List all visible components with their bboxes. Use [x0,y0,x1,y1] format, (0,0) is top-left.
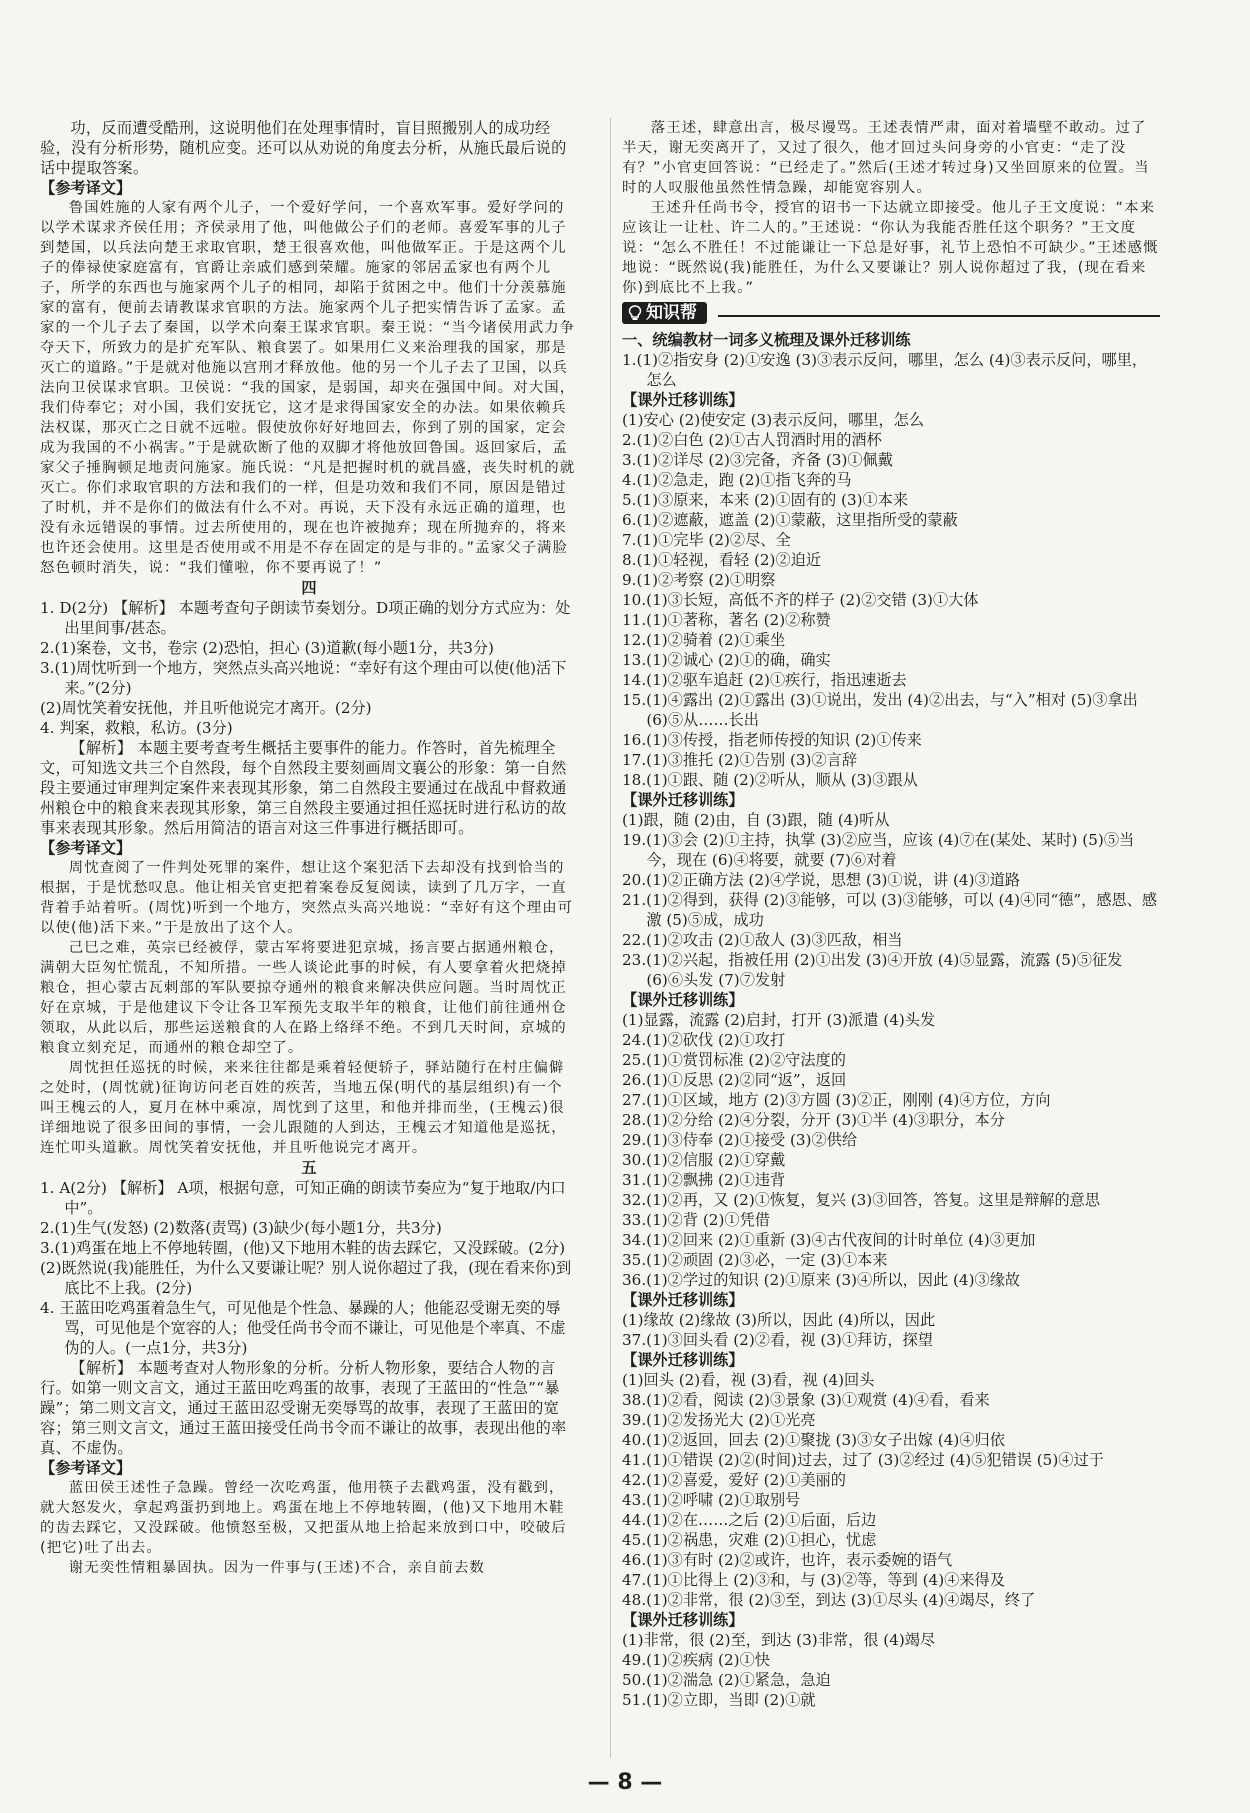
vocab-answer-item: 30.(1)②信服 (2)①穿戴 [622,1151,786,1169]
analysis-paragraph: 【解析】 本题主要考查考生概括主要事件的能力。作答时，首先梳理全文，可知选文共三个自然段，每个自然段主要刻画周文襄公的形象：第一自然段主要通过审理判定案件来表现其形象，第二自然段主要通过在战乱中督救通州粮仓中的粮食来表现其形象，第三自然段主要通过担任巡抚时进行私访的故事来表现其形象。然后用简洁的语言对这三件事进行概括即可。 [40,739,567,837]
knowledge-badge [622,302,707,324]
training-heading: 【课外迁移训练】 [622,1351,744,1369]
vocab-answer-item: 32.(1)②再，又 (2)①恢复，复兴 (3)③回答，答复。这里是辩解的意思 [622,1191,1101,1209]
answer-item: 4. 王蓝田吃鸡蛋着急生气，可见他是个性急、暴躁的人；他能忍受谢无奕的辱骂，可见他是个宽容的人；他受任尚书令而不谦让，可见他是个率真、不虚伪的人。(一点1分，共3分) [40,1299,566,1357]
vocab-answer-item: 35.(1)②顽固 (2)③必，一定 (3)①本来 [622,1251,888,1269]
vocab-answer-item: 17.(1)③推托 (2)①告别 (3)②言辞 [622,751,858,769]
vocab-answer-item: 19.(1)③会 (2)①主持，执掌 (3)②应当，应该 (4)⑦在(某处、某时) (5)⑤当今，现在 (6)④将要，就要 (7)⑥对着 [622,831,1135,869]
vocab-answer-item: 26.(1)①反思 (2)②同“返”，返回 [622,1071,847,1089]
vocab-answer-item: 31.(1)②飘拂 (2)①违背 [622,1171,786,1189]
vocab-answer-item: 42.(1)②喜爱，爱好 (2)①美丽的 [622,1471,846,1489]
knowledge-banner [622,302,1160,328]
vocab-answer-item: 25.(1)①赏罚标准 (2)②守法度的 [622,1051,846,1069]
vocab-answer-item: 18.(1)①跟、随 (2)②听从，顺从 (3)③跟从 [622,771,918,789]
vocab-answer-list [622,350,1160,1710]
vocab-answer-item: 44.(1)②在……之后 (2)①后面，后边 [622,1511,877,1529]
ref-title: 【参考译文】 [40,179,132,197]
translation-paragraph: 蓝田侯王述性子急躁。曾经一次吃鸡蛋，他用筷子去戳鸡蛋，没有戳到，就大怒发火，拿起鸡蛋扔到地上。鸡蛋在地上不停地转圈，(他)又下地用木鞋的齿去踩它，又没踩破。他愤怒至极，又把蛋从地上拾起来放到口中，咬破后(把它)吐了出去。 [40,1480,567,1556]
vocab-answer-item: 48.(1)②非常，很 (2)③至，到达 (3)①尽头 (4)④竭尽，终了 [622,1591,1036,1609]
section-heading-4: 四 [301,579,317,597]
translation-paragraph: 落王述，肆意出言，极尽谩骂。王述表情严肃，面对着墙壁不敢动。过了半天，谢无奕离开了，又过了很久，他才回过头问身旁的小官吏：“走了没有？”小官吏回答说：“已经走了。”然后(王述才转过身)又坐回原来的位置。当时的人叹服他虽然性情急躁，却能宽容别人。 [622,120,1150,196]
vocab-answer-item: 49.(1)②疾病 (2)①快 [622,1651,770,1669]
vocab-answer-item: 6.(1)②遮蔽，遮盖 (2)①蒙蔽，这里指所受的蒙蔽 [622,511,958,529]
vocab-answer-item: 15.(1)④露出 (2)①露出 (3)①说出，发出 (4)②出去，与“入”相对 (5)③拿出 (6)⑤从……长出 [622,691,1138,729]
vocab-answer-item: 9.(1)②考察 (2)①明察 [622,571,776,589]
vocab-answer-item: 14.(1)②驱车追赶 (2)①疾行，指迅速逝去 [622,671,907,689]
ref-title: 【参考译文】 [40,839,132,857]
banner-rule [718,315,1160,317]
vocab-answer-item: 51.(1)②立即，当即 (2)①就 [622,1691,816,1709]
page-number: — 8 — [587,1770,663,1795]
vocab-answer-item: 16.(1)③传授，指老师传授的知识 (2)①传来 [622,731,922,749]
vocab-answer-item: 3.(1)②详尽 (2)③完备，齐备 (3)①佩戴 [622,451,893,469]
vocab-answer-item: 11.(1)①著称，著名 (2)②称赞 [622,611,831,629]
answer-item: (2)既然说(我)能胜任，为什么又要谦让呢？别人说你超过了我，(现在看来你)到底比不上我。(2分) [40,1259,572,1297]
section-heading: 一、统编教材一词多义梳理及课外迁移训练 [622,331,911,349]
training-heading: 【课外迁移训练】 [622,391,744,409]
translation-paragraph: 周忱担任巡抚的时候，来来往往都是乘着轻便轿子，驿站随行在村庄偏僻之处时，(周忱就)征询访问老百姓的疾苦，当地五保(明代的基层组织)有一个叫王槐云的人，夏月在林中乘凉，周忱到了这里，和他并排而坐，(王槐云)很详细地说了很多田间的事情，一会儿跟随的人到达，王槐云才知道他是巡抚，连忙叩头道歉。周忱笑着安抚他，并且听他说完才离开。 [40,1060,567,1156]
answer-item: 2.(1)案卷，文书，卷宗 (2)恐怕，担心 (3)道歉(每小题1分，共3分) [40,639,494,657]
ref-title: 【参考译文】 [40,1459,132,1477]
vocab-answer-item: 34.(1)②回来 (2)①重新 (3)④古代夜间的计时单位 (4)③更加 [622,1231,1036,1249]
training-heading: 【课外迁移训练】 [622,1291,744,1309]
intro-paragraph: 功，反而遭受酷刑，这说明他们在处理事情时，盲目照搬别人的成功经验，没有分析形势，随机应变。还可以从劝说的角度去分析，从施氏最后说的话中提取答案。 [40,119,567,177]
vocab-answer-item: 4.(1)②急走，跑 (2)①指飞奔的马 [622,471,852,489]
analysis-paragraph: 【解析】 本题考查对人物形象的分析。分析人物形象，要结合人物的言行。如第一则文言文，通过王蓝田吃鸡蛋的故事，表现了王蓝田的“性急”“暴躁”；第二则文言文，通过王蓝田忍受谢无奕辱骂的故事，表现了王蓝田的宽容；第三则文言文，通过王蓝田接受任尚书令而不谦让的故事，表现出他的率真、不虚伪。 [40,1359,567,1457]
vocab-answer-item: 45.(1)②祸患，灾难 (2)①担心，忧虑 [622,1531,877,1549]
vocab-answer-item: 36.(1)②学过的知识 (2)①原来 (3)④所以，因此 (4)③缘故 [622,1271,1021,1289]
left-column [40,118,578,1578]
vocab-answer-item: 28.(1)②分给 (2)④分裂，分开 (3)①半 (4)③职分，本分 [622,1111,1005,1129]
translation-paragraph: 谢无奕性情粗暴固执。因为一件事与(王述)不合，亲自前去数 [68,1560,485,1576]
section-heading-5: 五 [301,1159,317,1177]
vocab-answer-item: 41.(1)①错误 (2)②(时间)过去，过了 (3)②经过 (4)⑤犯错误 (5)④过于 [622,1451,1104,1469]
vocab-answer-item: 50.(1)②湍急 (2)①紧急，急迫 [622,1671,831,1689]
answer-item: 3.(1)鸡蛋在地上不停地转圈，(他)又下地用木鞋的齿去踩它，又没踩破。(2分) [40,1239,565,1257]
knowledge-label: 知识帮 [646,303,697,323]
vocab-answer-item: 37.(1)③回头看 (2)②看，视 (3)①拜访，探望 [622,1331,933,1349]
vocab-answer-item: 5.(1)③原来，本来 (2)①固有的 (3)①本来 [622,491,909,509]
vocab-answer-item: 27.(1)①区域，地方 (2)③方圆 (3)②正，刚刚 (4)④方位，方向 [622,1091,1051,1109]
answer-item: 4. 判案，救粮，私访。(3分) [40,719,233,737]
vocab-answer-item: 33.(1)②背 (2)①凭借 [622,1211,770,1229]
answer-item: 1. D(2分) 【解析】 本题考查句子朗读节奏划分。D项正确的划分方式应为：处出里间事/甚态。 [40,599,571,637]
vocab-answer-item: 47.(1)①比得上 (2)③和，与 (3)②等，等到 (4)④来得及 [622,1571,1005,1589]
vocab-answer-item: 46.(1)③有时 (2)②或许，也许，表示委婉的语气 [622,1551,953,1569]
vocab-answer-item: 29.(1)③侍奉 (2)①接受 (3)②供给 [622,1131,858,1149]
lightbulb-icon [628,305,642,321]
vocab-answer-item: 13.(1)②诚心 (2)①的确，确实 [622,651,831,669]
vocab-answer-item: (1)安心 (2)使安定 (3)表示反问，哪里，怎么 [622,411,925,429]
vocab-answer-item: 40.(1)②返回，回去 (2)①聚拢 (3)③女子出嫁 (4)④归依 [622,1431,1005,1449]
vocab-answer-item: (1)回头 (2)看，视 (3)看，视 (4)回头 [622,1371,875,1389]
vocab-answer-item: 20.(1)②正确方法 (2)④学说，思想 (3)①说，讲 (4)③道路 [622,871,1021,889]
translation-paragraph: 己巳之难，英宗已经被俘，蒙古军将要进犯京城，扬言要占据通州粮仓，满朝大臣匆忙慌乱，不知所措。一些人谈论此事的时候，有人要拿着火把烧掉粮仓，担心蒙古瓦剌部的军队要掠夺通州的粮食来解决供应问题。当时周忱正好在京城，于是他建议下令让各卫军预先支取半年的粮食，让他们前往通州仓领取，从此以后，那些运送粮食的人在路上络绎不绝。不到几天时间，京城的粮食立刻充足，而通州的粮仓却空了。 [40,940,567,1056]
answer-item: 1. A(2分) 【解析】 A项，根据句意，可知正确的朗读节奏应为“复于地取/内口中”。 [40,1179,566,1217]
answer-item: 2.(1)生气(发怒) (2)数落(责骂) (3)缺少(每小题1分，共3分) [40,1219,442,1237]
translation-paragraph: 王述升任尚书令，授官的诏书一下达就立即接受。他儿子王文度说：“本来应该让一让杜、许二人的。”王述说：“你认为我能否胜任这个职务？”王文度说：“怎么不胜任！不过能谦让一下总是好事，礼节上恐怕不可缺少。”王述感慨地说：“既然说(我)能胜任，为什么又要谦让？别人说你超过了我，(现在看来你)到底比不上我。” [622,200,1159,296]
answer-item: 3.(1)周忱听到一个地方，突然点头高兴地说：“幸好有这个理由可以使(他)活下来。”(2分) [40,659,567,697]
vocab-answer-item: (1)显露，流露 (2)启封，打开 (3)派遣 (4)头发 [622,1011,936,1029]
vocab-answer-item: 10.(1)③长短，高低不齐的样子 (2)②交错 (3)①大体 [622,591,979,609]
vocab-answer-item: 7.(1)①完毕 (2)②尽、全 [622,531,791,549]
vocab-answer-item: 38.(1)②看，阅读 (2)③景象 (3)①观赏 (4)④看，看来 [622,1391,990,1409]
translation-paragraph: 鲁国姓施的人家有两个儿子，一个爱好学问，一个喜欢军事。爱好学问的以学术谋求齐侯任用；齐侯录用了他，叫他做公子们的老师。喜爱军事的儿子到楚国，以兵法向楚王求取官职，楚王很喜欢他，叫他做军正。于是这两个儿子的俸禄使家庭富有，官爵让亲戚们感到荣耀。施家的邻居孟家也有两个儿子，所学的东西也与施家两个儿子的相同，却陷于贫困之中。他们十分羡慕施家的富有，便前去请教谋求官职的方法。施家两个儿子把实情告诉了孟家。孟家的一个儿子去了秦国，以学术向秦王谋求官职。秦王说：“当今诸侯用武力争夺天下，所致力的是扩充军队、粮食罢了。如果用仁义来治理我的国家，那是灭亡的道路。”于是就对他施以宫刑才释放他。他的另一个儿子去了卫国，以兵法向卫侯谋求官职。卫侯说：“我的国家，是弱国，却夹在强国中间。对大国，我们侍奉它；对小国，我们安抚它，这才是求得国家安全的办法。如果依赖兵法权谋，那灭亡之日就不远啦。假使放你好好地回去，你到了别的国家，定会成为我国的不小祸害。”于是就砍断了他的双脚才将他放回鲁国。返回家后，孟家父子捶胸顿足地责问施家。施氏说：“凡是把握时机的就昌盛，丧失时机的就灭亡。你们求取官职的方法和我们的一样，但是功效和我们不同，原因是错过了时机，并不是你们的做法有什么不对。再说，天下没有永远正确的道理，也没有永远错误的事情。过去所使用的，现在也许被抛弃；现在所抛弃的，将来也许还会使用。这里是否使用或不用是不存在固定的是与非的。”孟家父子满脸怒色顿时消失，说：“我们懂啦，你不要再说了！” [40,200,576,576]
answer-item: (2)周忱笑着安抚他，并且听他说完才离开。(2分) [40,699,372,717]
training-heading: 【课外迁移训练】 [622,791,744,809]
training-heading: 【课外迁移训练】 [622,1611,744,1629]
vocab-answer-item: (1)缘故 (2)缘故 (3)所以，因此 (4)所以，因此 [622,1311,936,1329]
vocab-answer-item: 23.(1)②兴起，指被任用 (2)①出发 (3)④开放 (4)⑤显露，流露 (5)⑤征发 (6)⑥头发 (7)⑦发射 [622,951,1123,989]
vocab-answer-item: (1)跟，随 (2)由，自 (3)跟，随 (4)听从 [622,811,890,829]
column-divider [610,118,611,1758]
vocab-answer-item: 1.(1)②指安身 (2)①安逸 (3)③表示反问，哪里，怎么 (4)③表示反问，哪里，怎么 [622,351,1148,389]
vocab-answer-item: 22.(1)②攻击 (2)①敌人 (3)③匹敌，相当 [622,931,903,949]
training-heading: 【课外迁移训练】 [622,991,744,1009]
vocab-answer-item: 8.(1)①轻视，看轻 (2)②迫近 [622,551,822,569]
translation-paragraph: 周忱查阅了一件判处死罪的案件，想让这个案犯活下去却没有找到恰当的根据，于是忧愁叹息。他让相关官吏把着案卷反复阅读，读到了几万字，一直背着手站着听。(周忱)听到一个地方，突然点头高兴地说：“幸好有这个理由可以使(他)活下来。”于是放出了这个人。 [40,860,574,936]
vocab-answer-item: 12.(1)②骑着 (2)①乘坐 [622,631,786,649]
vocab-answer-item: 39.(1)②发扬光大 (2)①光亮 [622,1411,816,1429]
vocab-answer-item: (1)非常，很 (2)至，到达 (3)非常，很 (4)竭尽 [622,1631,936,1649]
vocab-answer-item: 24.(1)②砍伐 (2)①攻打 [622,1031,786,1049]
vocab-answer-item: 2.(1)②白色 (2)①古人罚酒时用的酒杯 [622,431,882,449]
right-column [622,118,1160,1710]
vocab-answer-item: 43.(1)②呼啸 (2)①取别号 [622,1491,801,1509]
vocab-answer-item: 21.(1)②得到，获得 (2)③能够，可以 (3)③能够，可以 (4)④同“德”，感恩、感激 (5)⑤成，成功 [622,891,1158,929]
